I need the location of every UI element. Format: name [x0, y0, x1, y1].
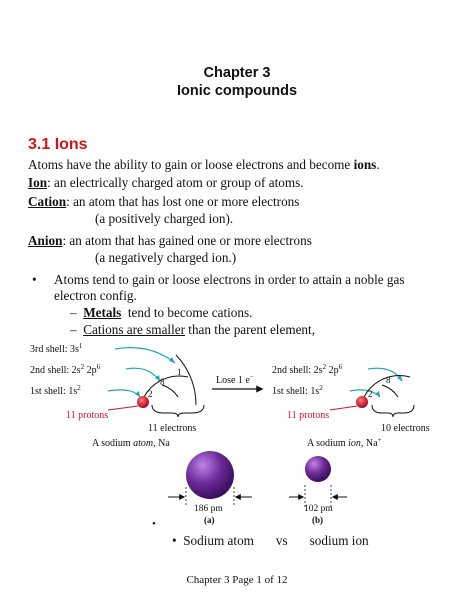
right-caption: A sodium ion, Na+ — [307, 436, 382, 449]
shell-arrow — [108, 390, 140, 397]
ion-definition — [28, 174, 304, 191]
section-title: 3.1 Ions — [28, 136, 88, 153]
comparison-ion: sodium ion — [309, 533, 369, 548]
stray-bullet: • — [152, 518, 156, 530]
anion-note: (a negatively charged ion.) — [95, 250, 237, 265]
right-electrons-label: 10 electrons — [381, 423, 430, 434]
arrow-head — [169, 357, 175, 363]
intro-end: . — [376, 157, 380, 172]
metals-text: tend to become cations. — [121, 305, 253, 320]
left-caption: A sodium atom, Na — [92, 438, 170, 449]
left-nucleus — [137, 396, 149, 408]
left-electrons-label: 11 electrons — [148, 423, 197, 434]
shell-arrow — [126, 368, 160, 381]
ion-panel-label: (b) — [312, 515, 323, 525]
chapter-subtitle: Ionic compounds — [176, 83, 298, 99]
bullet-glyph: • — [172, 533, 177, 548]
arrow-head — [135, 391, 140, 397]
cation-note: (a positively charged ion). — [95, 211, 234, 226]
atom-size-label: 186 pm — [194, 504, 223, 514]
intro-term-ions: ions — [353, 157, 377, 172]
left-electron-brace — [152, 405, 204, 417]
cations-smaller-term: Cations are smaller — [83, 322, 185, 337]
intro-paragraph — [28, 156, 380, 173]
cation-definition — [28, 193, 299, 210]
sodium-atom-sphere — [186, 451, 234, 499]
lose-electron-label: Lose 1 e− — [216, 373, 254, 386]
left-count-2: 2 — [148, 389, 153, 399]
sub-bullet-metals — [70, 304, 252, 321]
left-shell-arc-3 — [176, 355, 196, 405]
right-protons-label: 11 protons — [287, 410, 330, 421]
comparison-line — [172, 532, 369, 549]
sodium-ion-sphere — [305, 456, 331, 482]
metals-term: Metals — [83, 305, 122, 320]
shell-arrow — [368, 368, 402, 381]
left-third-shell-label: 3rd shell: $3s^1$ — [30, 342, 83, 355]
anion-term: Anion — [28, 233, 63, 248]
anion-text: : an atom that has gained one or more electrons — [62, 233, 312, 248]
left-count-1: 1 — [177, 367, 182, 377]
arrow-head — [375, 391, 380, 397]
chapter-title: Chapter 3 — [203, 65, 271, 81]
atom-panel-label: (a) — [204, 515, 215, 525]
intro-text: Atoms have the ability to gain or loose electrons and become — [28, 157, 354, 172]
dash: – — [70, 322, 77, 337]
dash: – — [70, 305, 77, 320]
nucleus-pointer — [330, 406, 357, 410]
right-first-shell-label: 1st shell: $1s^2$ — [272, 384, 323, 397]
cation-text: : an atom that has lost one or more electrons — [66, 194, 300, 209]
shell-arrow — [115, 348, 175, 363]
comparison-vs: vs — [275, 533, 288, 548]
ion-size-label: 102 pm — [304, 504, 333, 514]
right-count-8: 8 — [386, 375, 391, 385]
ion-text: : an electrically charged atom or group of atoms. — [47, 175, 304, 190]
anion-definition — [28, 232, 312, 249]
nucleus-pointer — [108, 406, 138, 410]
bullet-line-2: electron config. — [54, 288, 137, 303]
page-footer: Chapter 3 Page 1 of 12 — [186, 574, 288, 586]
right-shell-arc-2 — [382, 385, 398, 397]
left-protons-label: 11 protons — [66, 410, 109, 421]
left-second-shell-label: 2nd shell: $2s^2$ $2p^6$ — [30, 363, 101, 376]
right-second-shell-label: 2nd shell: $2s^2$ $2p^6$ — [272, 363, 343, 376]
ion-term: Ion — [28, 175, 48, 190]
comparison-atom: Sodium atom — [183, 533, 254, 548]
left-first-shell-label: 1st shell: $1s^2$ — [30, 384, 81, 397]
right-electron-brace — [372, 405, 414, 417]
left-count-8: 8 — [160, 377, 165, 387]
right-count-2: 2 — [368, 389, 373, 399]
bullet-line-1: Atoms tend to gain or loose electrons in order to attain a noble gas — [54, 272, 405, 287]
cations-text: than the parent element, — [185, 322, 315, 337]
bullet-glyph: • — [32, 272, 37, 287]
cation-term: Cation — [28, 194, 67, 209]
right-nucleus — [356, 396, 368, 408]
